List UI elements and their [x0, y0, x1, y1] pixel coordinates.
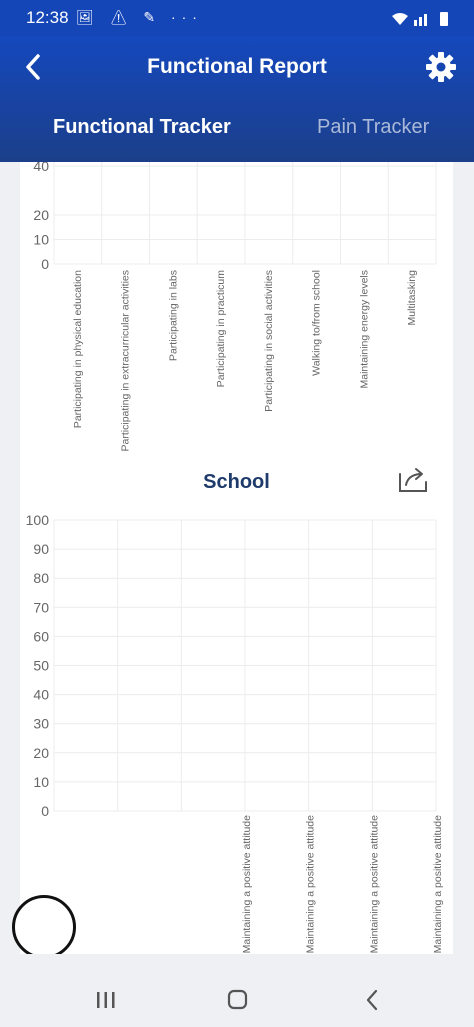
y-tick-label: 30 [33, 715, 49, 732]
system-nav-bar [0, 954, 474, 1027]
x-tick-label: Maintaining a positive attitude [304, 815, 317, 954]
recent-apps-icon[interactable] [95, 990, 117, 1010]
y-tick-label: 80 [33, 570, 49, 587]
x-tick-label: Multitasking [406, 270, 419, 326]
page-title: Functional Report [147, 55, 327, 78]
battery-icon [440, 12, 448, 26]
notification-icons: 🖼 ⚠ ✎ ··· [76, 9, 203, 25]
x-tick-label: Participating in extracurricular activities [119, 270, 132, 452]
x-tick-label: Maintaining a positive attitude [432, 815, 444, 954]
y-tick-label: 50 [33, 657, 49, 674]
gear-icon[interactable] [424, 50, 458, 84]
school-chart-title: School [203, 471, 270, 493]
x-tick-label: Participating in social activities [262, 270, 275, 412]
share-icon[interactable] [397, 464, 431, 494]
x-tick-label: Participating in practicum [215, 270, 228, 388]
y-tick-label: 60 [33, 628, 49, 645]
home-icon[interactable] [226, 988, 250, 1012]
y-tick-label: 0 [41, 803, 49, 819]
y-tick-label: 0 [41, 256, 49, 272]
wifi-icon [392, 13, 408, 25]
y-tick-label: 40 [33, 162, 49, 174]
y-tick-label: 70 [33, 599, 49, 616]
tab-pain-tracker[interactable]: Pain Tracker [317, 116, 430, 138]
tab-functional-tracker[interactable]: Functional Tracker [53, 116, 231, 138]
status-time: 12:38 [26, 8, 69, 27]
y-tick-label: 90 [33, 541, 49, 558]
x-tick-label: Walking to/from school [310, 270, 323, 376]
y-tick-label: 10 [33, 773, 49, 790]
signal-icon [414, 20, 417, 26]
x-tick-label: Maintaining a positive attitude [368, 815, 381, 954]
y-tick-label: 20 [33, 207, 49, 223]
right-gutter [453, 162, 474, 954]
status-right-icons [390, 10, 460, 28]
x-tick-label: Maintaining a positive attitude [241, 815, 253, 954]
x-tick-label: Participating in labs [167, 270, 180, 362]
y-tick-label: 10 [33, 231, 49, 248]
floating-action-button[interactable] [12, 895, 76, 959]
tab-bar [0, 108, 474, 162]
activities-chart [20, 162, 453, 462]
app-header [0, 36, 474, 162]
x-tick-label: Participating in physical education [71, 270, 84, 429]
charts-scroll-area[interactable] [20, 162, 453, 954]
back-nav-icon[interactable] [364, 989, 380, 1011]
y-tick-label: 20 [33, 744, 49, 761]
status-bar [0, 0, 474, 36]
x-tick-label: Maintaining energy levels [358, 270, 371, 389]
school-chart [20, 504, 453, 954]
y-tick-label: 40 [33, 686, 49, 703]
y-tick-label: 100 [25, 512, 49, 528]
